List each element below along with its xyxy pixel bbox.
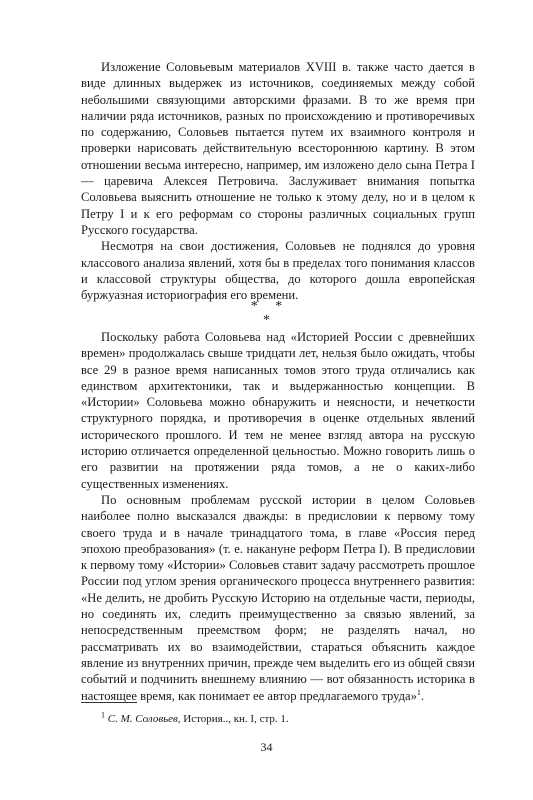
paragraph-text: По основным проблемам русской истории в целом Соловьев наиболее полно высказался дважды: в предисловии к первому тому своего труда и в начале тринадцатого тома, в главе «Россия перед эпохою преобразования» (т. е. накануне реформ Петра I). В предисловии к первому тому «Истории» Соловьев ставит задачу рассмотреть прошлое России под углом зрения органического процесса внутреннего развития: «Не делить, не дробить Русскую Историю на отдельные части, периоды, но соединять их, следить преимущественно за связью явлений, за непосредственным преемством форм; не разделять начал, но рассматривать их во взаимодействии, стараться объяснить каждое явление из внутренних причин, прежде чем выделить его из общей связи событий и подчинить внешнему влиянию — вот обязанность историка в настоящее время, как понимает ее автор предлагаемого труда»: [81, 492, 475, 703]
separator-row: *: [263, 313, 270, 328]
section-separator: [0, 300, 533, 328]
footnote-number: 1: [101, 710, 105, 720]
separator-row: * *: [250, 299, 283, 314]
footnote: [81, 712, 475, 726]
paragraph: Поскольку работа Соловьева над «Историей России с древнейших времен» продолжалась свыше тридцати лет, нельзя было ожидать, чтобы все 29 в разное время написанных томов этого труда отличались как единством архитектоники, так и выдержанностью концепции. В «Истории» Соловьева можно обнаружить и неясности, и нечеткости структурного порядка, и противоречия в оценке отдельных явлений исторического прошлого. И тем не менее взгляд автора на русскую историю отличается определенной цельностью. Можно говорить лишь о его развитии на протяжении ряда томов, а не о каких-либо существенных изменениях.: [81, 330, 475, 491]
section-1-text: [81, 59, 475, 303]
paragraph: Изложение Соловьевым материалов XVIII в. также часто дается в виде длинных выдержек из источников, соединяемых между собой небольшими связующими авторскими фразами. В то же время при наличии ряда источников, разных по происхождению и противоречивых по содержанию, Соловьев пытается путем их взаимного контроля и проверки нарисовать действительную всестороннюю картину. В этом отношении весьма интересно, например, им изложено дело сына Петра I — царевича Алексея Петровича. Заслуживает внимания попытка Соловьева выяснить отношение не только к этому делу, но и в целом к Петру I и к его реформам со стороны различных социальных групп Русского государства.: [81, 60, 475, 237]
footnote-author: С. М. Соловьев,: [107, 713, 181, 725]
paragraph: По основным проблемам русской истории в целом Соловьев наиболее полно высказался дважды: в предисловии к первому тому своего труда и в начале тринадцатого тома, в главе «Россия перед эпохою преобразования» (т. е. накануне реформ Петра I). В предисловии к первому тому «Истории» Соловьев ставит задачу рассмотреть прошлое России под углом зрения органического процесса внутреннего развития: «Не делить, не дробить Русскую Историю на отдельные части, периоды, но соединять их, следить преимущественно за связью явлений, за непосредственным преемством форм; не разделять начал, но рассматривать их во взаимодействии, стараться объяснить каждое явление из внутренних причин, прежде чем выделить его из общей связи событий и подчинить внешнему влиянию — вот обязанность историка в настоящее время, как понимает ее автор предлагаемого труда»$^1$.: [81, 492, 475, 703]
page-number: 34: [260, 740, 273, 754]
section-2-text: [81, 329, 475, 704]
footnote-divider: [81, 702, 137, 703]
paragraph: Несмотря на свои достижения, Соловьев не поднялся до уровня классового анализа явлений, хотя бы в пределах того понимания классов и классовой структуры общества, до которого дошла европейская буржуазная историография его времени.: [81, 239, 475, 303]
footnote-reference: 1: [416, 687, 421, 697]
footnote-text: История.., кн. I, стр. 1.: [183, 713, 289, 725]
